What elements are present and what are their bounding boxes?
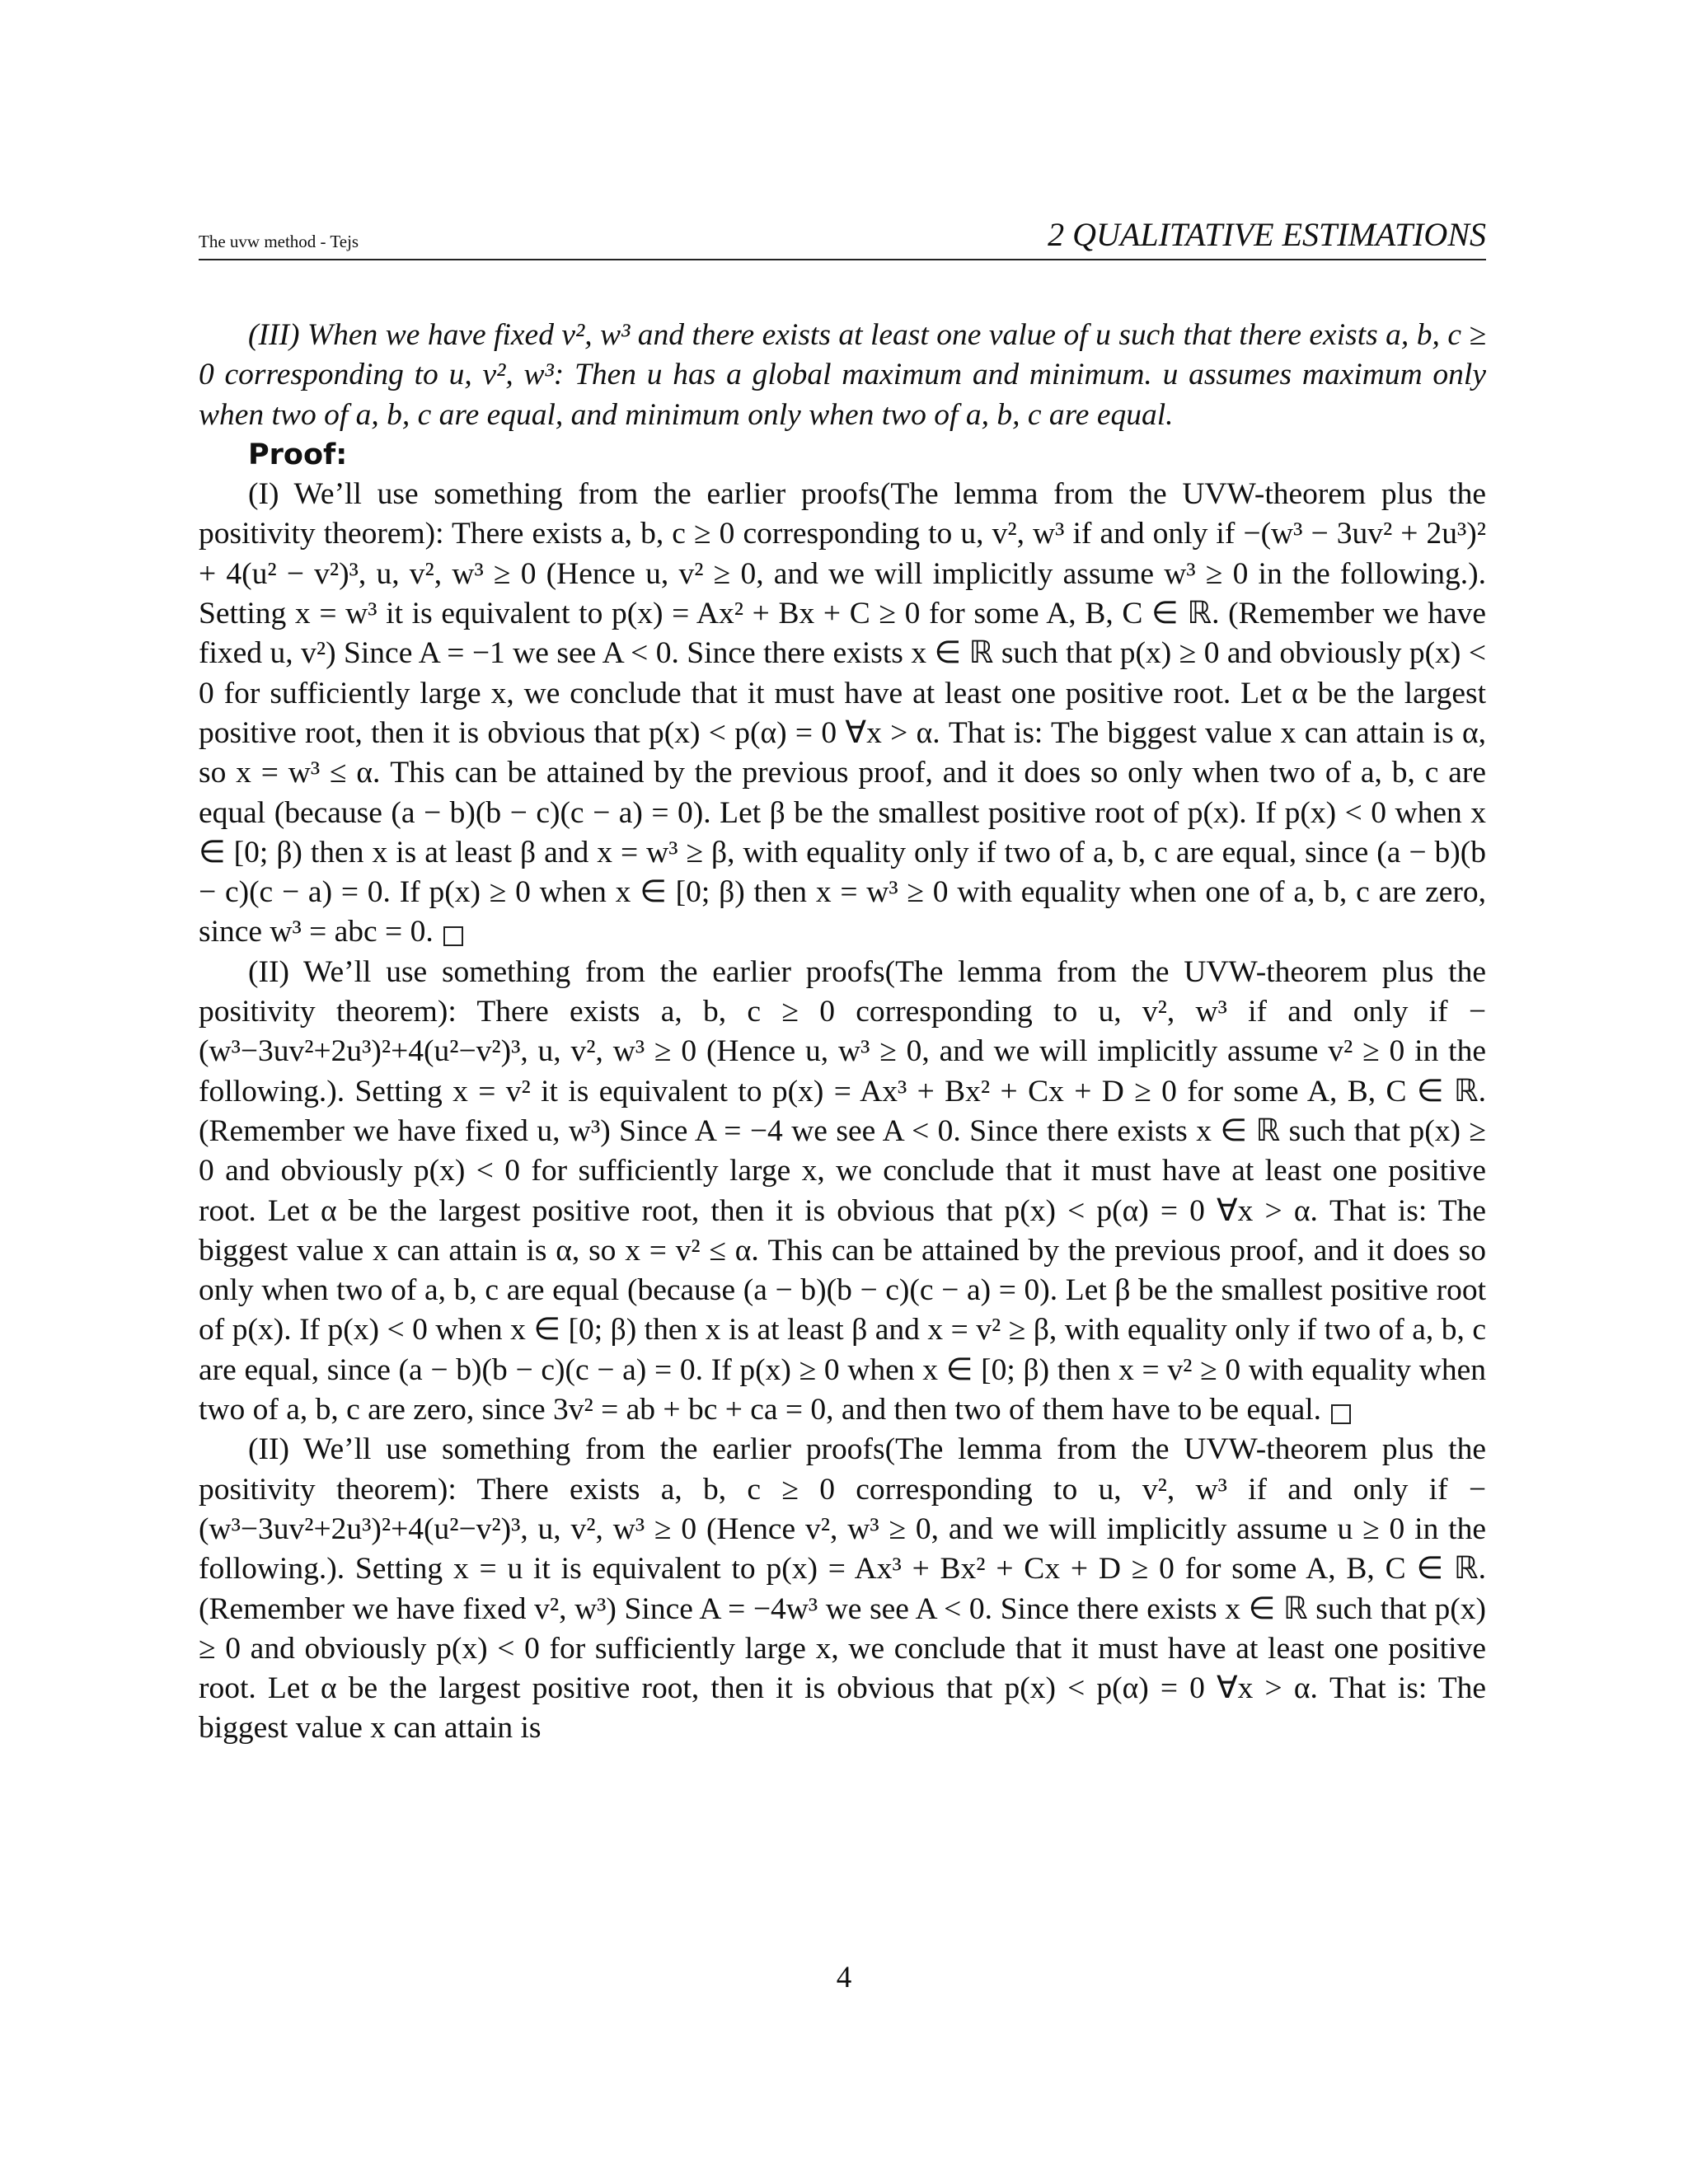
running-header — [199, 211, 1486, 260]
header-section-title: 2 QUALITATIVE ESTIMATIONS — [1048, 216, 1486, 253]
qed-square-icon — [1331, 1404, 1351, 1424]
proof-part-II — [199, 953, 1486, 1431]
proof-part-I — [199, 475, 1486, 953]
proof-part-I-text: (I) We’ll use something from the earlier proofs(The lemma from the UVW-theorem plus the positivity theorem): There exists a, b, c ≥ 0 corresponding to u, v², w³ if and only if −(w³ − 3uv² + 2u³)² + 4(u² − v²)³, u, v², w³ ≥ 0 (Hence u, v² ≥ 0, and we will implicitly assume w³ ≥ 0 in the following.). Setting x = w³ it is equivalent to p(x) = Ax² + Bx + C ≥ 0 for some A, B, C ∈ ℝ. (Remember we have fixed u, v²) Since A = −1 we see A < 0. Since there exists x ∈ ℝ such that p(x) ≥ 0 and obviously p(x) < 0 for sufficiently large x, we conclude that it must have at least one positive root. Let α be the largest positive root, then it is obvious that p(x) < p(α) = 0 ∀x > α. That is: The biggest value x can attain is α, so x = w³ ≤ α. This can be attained by the previous proof, and it does so only when two of a, b, c are equal (because (a − b)(b − c)(c − a) = 0). Let β be the smallest positive root of p(x). If p(x) < 0 when x ∈ [0; β) then x is at least β and x = w³ ≥ β, with equality only if two of a, b, c are equal, since (a − b)(b − c)(c − a) = 0. If p(x) ≥ 0 when x ∈ [0; β) then x = w³ ≥ 0 with equality when one of a, b, c are zero, since w³ = abc = 0. — [199, 477, 1486, 949]
page-number: 4 — [836, 1961, 852, 1994]
page-body — [199, 316, 1486, 1749]
proof-heading: Proof: — [248, 438, 348, 471]
header-left-text: The uvw method - Tejs — [199, 232, 359, 251]
qed-square-icon — [443, 926, 463, 946]
proof-part-II-text: (II) We’ll use something from the earlier proofs(The lemma from the UVW-theorem plus the positivity theorem): There exists a, b, c ≥ 0 corresponding to u, v², w³ if and only if −(w³−3uv²+2u³)²+4(u²−v²)³, u, v², w³ ≥ 0 (Hence u, w³ ≥ 0, and we will implicitly assume v² ≥ 0 in the following.). Setting x = v² it is equivalent to p(x) = Ax³ + Bx² + Cx + D ≥ 0 for some A, B, C ∈ ℝ. (Remember we have fixed u, w³) Since A = −4 we see A < 0. Since there exists x ∈ ℝ such that p(x) ≥ 0 and obviously p(x) < 0 for sufficiently large x, we conclude that it must have at least one positive root. Let α be the largest positive root, then it is obvious that p(x) < p(α) = 0 ∀x > α. That is: The biggest value x can attain is α, so x = v² ≤ α. This can be attained by the previous proof, and it does so only when two of a, b, c are equal (because (a − b)(b − c)(c − a) = 0). Let β be the smallest positive root of p(x). If p(x) < 0 when x ∈ [0; β) then x is at least β and x = v² ≥ β, with equality only if two of a, b, c are equal, since (a − b)(b − c)(c − a) = 0. If p(x) ≥ 0 when x ∈ [0; β) then x = v² ≥ 0 with equality when two of a, b, c are zero, since 3v² = ab + bc + ca = 0, and then two of them have to be equal. — [199, 954, 1486, 1427]
proof-part-III — [199, 1430, 1486, 1748]
theorem-III: (III) When we have fixed v², w³ and there exists at least one value of u such that there exists a, b, c ≥ 0 corresponding to u, v², w³: Then u has a global maximum and minimum. u assumes maximum only when two of a, b, c are equal, and minimum only when two of a, b, c are equal. — [199, 318, 1486, 432]
proof-part-III-text: (II) We’ll use something from the earlier proofs(The lemma from the UVW-theorem plus the positivity theorem): There exists a, b, c ≥ 0 corresponding to u, v², w³ if and only if −(w³−3uv²+2u³)²+4(u²−v²)³, u, v², w³ ≥ 0 (Hence v², w³ ≥ 0, and we will implicitly assume u ≥ 0 in the following.). Setting x = u it is equivalent to p(x) = Ax³ + Bx² + Cx + D ≥ 0 for some A, B, C ∈ ℝ. (Remember we have fixed v², w³) Since A = −4w³ we see A < 0. Since there exists x ∈ ℝ such that p(x) ≥ 0 and obviously p(x) < 0 for sufficiently large x, we conclude that it must have at least one positive root. Let α be the largest positive root, then it is obvious that p(x) < p(α) = 0 ∀x > α. That is: The biggest value x can attain is — [199, 1432, 1486, 1746]
